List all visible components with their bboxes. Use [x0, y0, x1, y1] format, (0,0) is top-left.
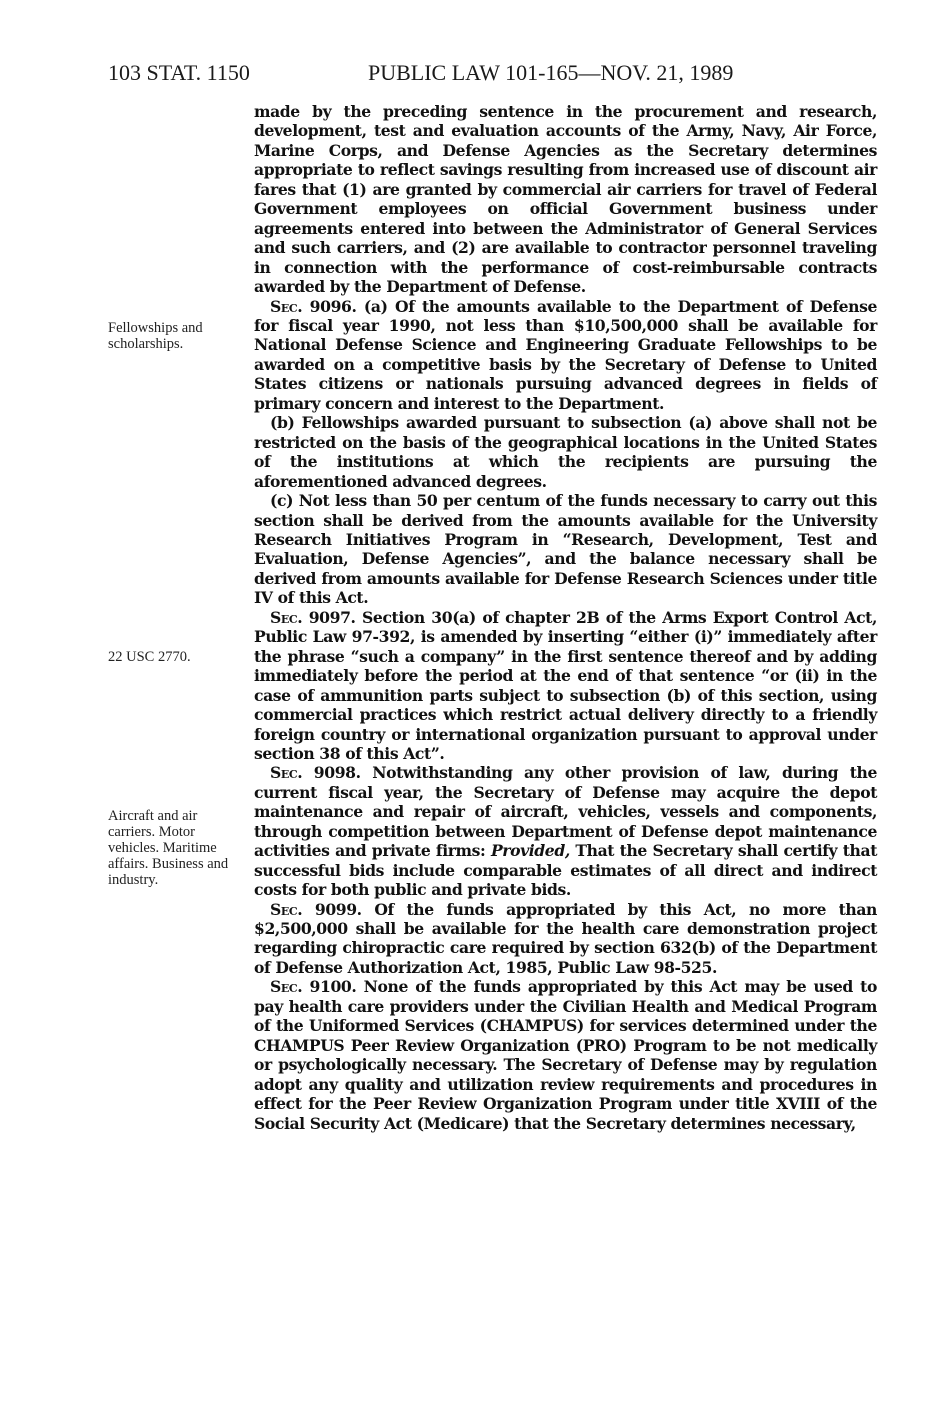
margin-note-usc: 22 USC 2770.	[108, 649, 191, 665]
body-text	[254, 102, 877, 1133]
paragraph-sec-9099	[254, 900, 877, 978]
margin-note-fellowships: Fellowships and scholarships.	[108, 320, 203, 352]
paragraph-continued: made by the preceding sentence in the procurement and research, development, test and evaluation accounts of the Army, Navy, Air Force, Marine Corps, and Defense Agencies as the Secretary determines appropriate to reflect savings resulting from increased use of discount air fares that (1) are granted by commercial air carriers for travel of Federal Government employees on official Government business under agreements entered into between the Administrator of General Services and such carriers, and (2) are available to contractor personnel traveling in connection with the performance of cost-reimbursable contracts awarded by the Department of Defense.	[254, 102, 877, 297]
paragraph-sec-9100	[254, 977, 877, 1133]
section-number: Sec. 9100.	[270, 977, 357, 997]
paragraph-text: Notwithstanding any other provision of law, during the current fiscal year, the Secretary of Defense may acquire the depot maintenance and repair of aircraft, vehicles, vessels and components, through competition between Department of Defense depot maintenance activities and private firms:	[254, 763, 877, 861]
paragraph-sec-9096-c: (c) Not less than 50 per centum of the funds necessary to carry out this section shall be derived from the amounts available for the University Research Initiatives Program in “Research, Development, Test and Evaluation, Defense Agencies”, and the balance necessary shall be derived from amounts available for Defense Research Sciences under title IV of this Act.	[254, 491, 877, 608]
paragraph-text: None of the funds appropriated by this Act may be used to pay health care providers under the Civilian Health and Medical Program of the Uniformed Services (CHAMPUS) for services determined under the CHAMPUS Peer Review Organization (PRO) Program to be not medically or psychologically necessary. The Secretary of Defense may by regulation adopt any quality and utilization review requirements and procedures in effect for the Peer Review Organization Program under title XVIII of the Social Security Act (Medicare) that the Secretary determines necessary,	[254, 977, 877, 1133]
paragraph-sec-9096-a	[254, 297, 877, 414]
section-number: Sec. 9099.	[270, 899, 362, 919]
paragraph-text: That the Secretary shall certify that successful bids include comparable estimates of all direct and indirect costs for both public and private bids.	[254, 841, 877, 900]
section-number: Sec. 9096.	[270, 296, 357, 316]
margin-note-aircraft: Aircraft and air carriers. Motor vehicles. Maritime affairs. Business and industry.	[108, 808, 229, 888]
paragraph-text: (a) Of the amounts available to the Department of Defense for fiscal year 1990, not less than $10,500,000 shall be available for National Defense Science and Engineering Graduate Fellowships to be awarded on a competitive basis by the Secretary of Defense to United States citizens or nationals pursuing advanced degrees in fields of primary concern and interest to the Department.	[254, 296, 877, 413]
paragraph-text: Section 30(a) of chapter 2B of the Arms Export Control Act, Public Law 97-392, is amended by inserting “either (i)” immediately after the phrase “such a company” in the first sentence thereof and by adding immediately before the period at the end of that sentence “or (ii) in the case of ammunition parts subject to subsection (b) of this section, using commercial practices which restrict actual delivery directly to a friendly foreign country or international organization pursuant to approval under section 38 of this Act”.	[254, 607, 878, 763]
running-head: PUBLIC LAW 101-165—NOV. 21, 1989	[368, 60, 734, 85]
section-number: Sec. 9098.	[270, 763, 361, 783]
provided-italic: Provided,	[490, 841, 570, 861]
paragraph-sec-9097	[254, 608, 877, 764]
paragraph-sec-9098	[254, 763, 877, 899]
statute-page-number: 103 STAT. 1150	[108, 60, 250, 85]
paragraph-text: Of the funds appropriated by this Act, no more than $2,500,000 shall be available for the health care demonstration project regarding chiropractic care required by section 632(b) of the Department of Defense Authorization Act, 1985, Public Law 98-525.	[254, 899, 877, 977]
section-number: Sec. 9097.	[270, 607, 356, 627]
paragraph-sec-9096-b: (b) Fellowships awarded pursuant to subsection (a) above shall not be restricted on the basis of the geographical locations in the United States of the institutions at which the recipients are pursuing the aforementioned advanced degrees.	[254, 413, 877, 491]
